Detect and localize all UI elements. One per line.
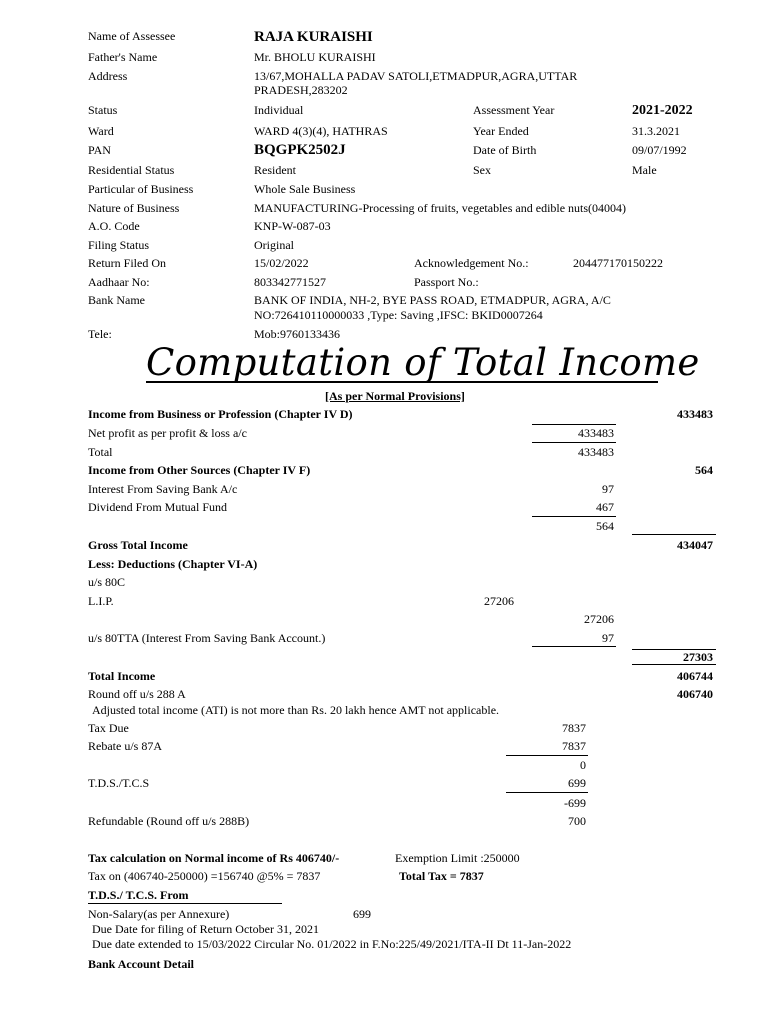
label-return-filed: Return Filed On — [88, 256, 166, 270]
rule — [88, 903, 282, 904]
gti-label: Gross Total Income — [88, 538, 188, 552]
bank-line1: BANK OF INDIA, NH-2, BYE PASS ROAD, ETMADPUR, AGRA, A/C — [254, 293, 611, 307]
ao-code: KNP-W-087-03 — [254, 219, 331, 233]
page-title: Computation of Total Income — [146, 341, 700, 384]
aadhaar-no: 803342771527 — [254, 275, 326, 289]
label-assessment-year: Assessment Year — [473, 103, 555, 117]
label-nature-business: Nature of Business — [88, 201, 180, 215]
due-date-1: Due Date for filing of Return October 31, 2021 — [92, 922, 319, 936]
np-label: Net profit as per profit & loss a/c — [88, 426, 247, 440]
tds-section-head: T.D.S./ T.C.S. From — [88, 888, 189, 902]
taxdue-value: 7837 — [562, 721, 586, 735]
taxcalc-head: Tax calculation on Normal income of Rs 406740/- — [88, 851, 340, 865]
exemption-limit: Exemption Limit :250000 — [395, 851, 520, 865]
bank-line2: NO:726410110000033 ,Type: Saving ,IFSC: BKID0007264 — [254, 308, 543, 322]
round-value: 406740 — [677, 687, 713, 701]
s80c-total: 27206 — [584, 612, 614, 626]
label-sex: Sex — [473, 163, 491, 177]
father-name: Mr. BHOLU KURAISHI — [254, 50, 376, 64]
rule — [506, 755, 588, 756]
address-line2: PRADESH,283202 — [254, 83, 348, 97]
nonsalary-label: Non-Salary(as per Annexure) — [88, 907, 230, 921]
ded-total: 27303 — [683, 650, 713, 664]
label-filing-status: Filing Status — [88, 238, 150, 252]
ti-label: Total Income — [88, 669, 156, 683]
label-particular-business: Particular of Business — [88, 182, 194, 196]
title-underline — [146, 381, 658, 383]
nature-business: MANUFACTURING-Processing of fruits, vegetables and edible nuts(04004) — [254, 201, 627, 215]
due-date-2: Due date extended to 15/03/2022 Circular No. 01/2022 in F.No:225/49/2021/ITA-II Dt 11-Jan-2022 — [92, 937, 572, 951]
label-ward: Ward — [88, 124, 114, 138]
bp-total: 433483 — [677, 407, 713, 421]
ack-no: 204477170150222 — [573, 256, 663, 270]
label-pan: PAN — [88, 143, 111, 157]
os-head: Income from Other Sources (Chapter IV F) — [88, 463, 311, 477]
ded-label: Less: Deductions (Chapter VI-A) — [88, 557, 258, 571]
bp-head: Income from Business or Profession (Chapter IV D) — [88, 407, 353, 421]
label-ao-code: A.O. Code — [88, 219, 140, 233]
rule — [532, 442, 616, 443]
filing-status: Original — [254, 238, 294, 252]
lip-value: 27206 — [484, 594, 514, 608]
tele-value: Mob:9760133436 — [254, 327, 341, 341]
label-aadhaar: Aadhaar No: — [88, 275, 150, 289]
residential-status: Resident — [254, 163, 296, 177]
taxdue-label: Tax Due — [88, 721, 129, 735]
label-address: Address — [88, 69, 128, 83]
bank-account-head: Bank Account Detail — [88, 957, 195, 971]
rule — [532, 646, 616, 647]
int-label: Interest From Saving Bank A/c — [88, 482, 238, 496]
label-ack-no: Acknowledgement No.: — [414, 256, 529, 270]
net-value: -699 — [564, 796, 586, 810]
assessee-name: RAJA KURAISHI — [254, 29, 373, 45]
label-bank: Bank Name — [88, 293, 145, 307]
label-year-ended: Year Ended — [473, 124, 529, 138]
s80c-label: u/s 80C — [88, 575, 126, 589]
amt-note: Adjusted total income (ATI) is not more than Rs. 20 lakh hence AMT not applicable. — [92, 703, 500, 717]
label-father: Father's Name — [88, 50, 158, 64]
rule — [632, 534, 716, 535]
rule — [632, 664, 716, 665]
total-tax: Total Tax = 7837 — [399, 869, 484, 883]
refund-label: Refundable (Round off u/s 288B) — [88, 814, 250, 828]
dob-value: 09/07/1992 — [632, 143, 687, 157]
sex-value: Male — [632, 163, 657, 177]
label-dob: Date of Birth — [473, 143, 537, 157]
os-sum: 564 — [596, 519, 614, 533]
div-value: 467 — [596, 500, 614, 514]
tds-value: 699 — [568, 776, 586, 790]
lip-label: L.I.P. — [88, 594, 114, 608]
int-value: 97 — [602, 482, 614, 496]
div-label: Dividend From Mutual Fund — [88, 500, 228, 514]
address-line1: 13/67,MOHALLA PADAV SATOLI,ETMADPUR,AGRA,UTTAR — [254, 69, 578, 83]
total-value: 433483 — [578, 445, 614, 459]
rule — [532, 424, 616, 425]
label-passport: Passport No.: — [414, 275, 479, 289]
total-label: Total — [88, 445, 113, 459]
rebate-value: 7837 — [562, 739, 586, 753]
rule — [532, 516, 616, 517]
gti-value: 434047 — [677, 538, 713, 552]
pan-value: BQGPK2502J — [254, 142, 346, 158]
ti-value: 406744 — [677, 669, 713, 683]
s80tta-label: u/s 80TTA (Interest From Saving Bank Account.) — [88, 631, 326, 645]
tds-label: T.D.S./T.C.S — [88, 776, 150, 790]
ward-value: WARD 4(3)(4), HATHRAS — [254, 124, 388, 138]
rebate-label: Rebate u/s 87A — [88, 739, 162, 753]
np-value: 433483 — [578, 426, 614, 440]
refund-value: 700 — [568, 814, 586, 828]
round-label: Round off u/s 288 A — [88, 687, 186, 701]
after-rebate: 0 — [580, 758, 586, 772]
status-value: Individual — [254, 103, 304, 117]
nonsalary-value: 699 — [353, 907, 371, 921]
assessment-year: 2021-2022 — [632, 103, 693, 118]
label-status: Status — [88, 103, 118, 117]
return-filed: 15/02/2022 — [254, 256, 309, 270]
rule — [506, 792, 588, 793]
label-tele: Tele: — [88, 327, 112, 341]
label-name: Name of Assessee — [88, 29, 176, 43]
s80tta-value: 97 — [602, 631, 614, 645]
label-residential-status: Residential Status — [88, 163, 175, 177]
subtitle: [As per Normal Provisions] — [325, 389, 465, 403]
particular-business: Whole Sale Business — [254, 182, 356, 196]
tax-line: Tax on (406740-250000) =156740 @5% = 7837 — [88, 869, 321, 883]
year-ended: 31.3.2021 — [632, 124, 680, 138]
os-total: 564 — [695, 463, 713, 477]
